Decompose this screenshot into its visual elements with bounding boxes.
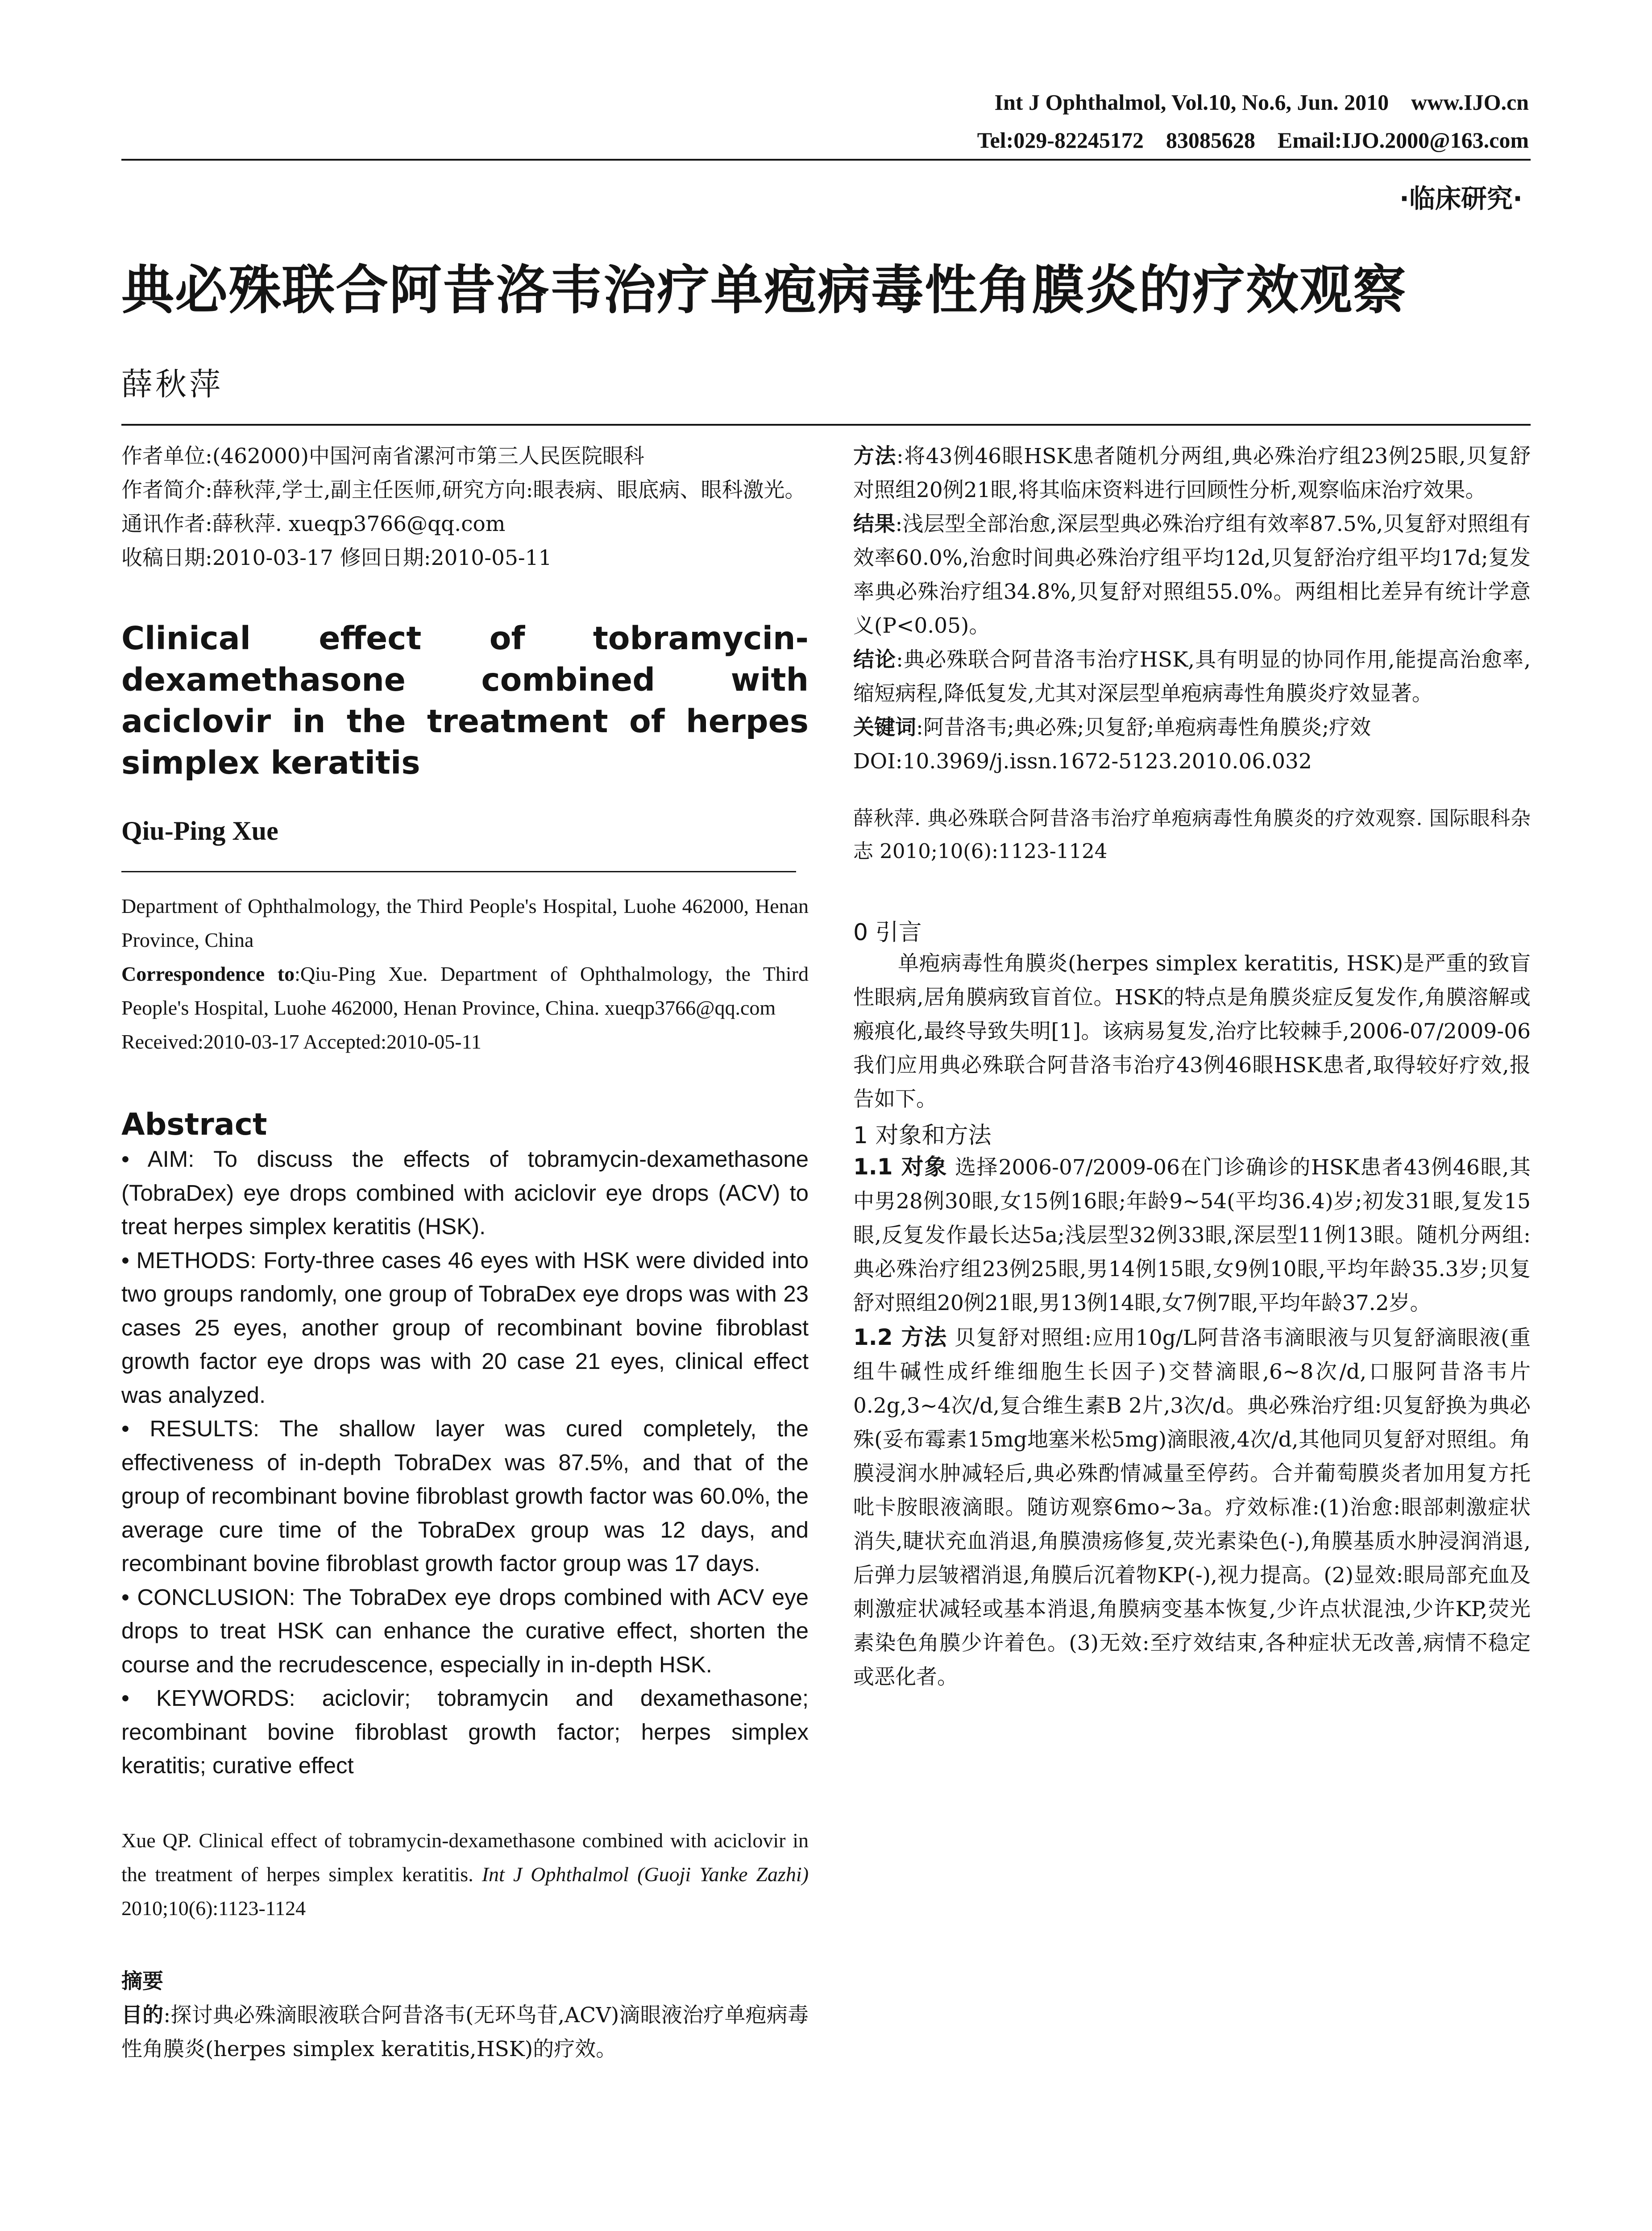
abstract-heading: Abstract: [121, 1107, 267, 1142]
aim-text: :探讨典必殊滴眼液联合阿昔洛韦(无环鸟苷,ACV)滴眼液治疗单疱病毒性角膜炎(herpes simplex keratitis,HSK)的疗效。: [121, 2003, 809, 2061]
methods-text: :将43例46眼HSK患者随机分两组,典必殊治疗组23例25眼,贝复舒对照组20例21眼,将其临床资料进行回顾性分析,观察临床治疗效果。: [853, 444, 1531, 502]
left-column: [121, 440, 809, 2066]
citation-text: Xue QP. Clinical effect of tobramycin-dexamethasone combined with aciclovir in the treatment of herpes simplex keratitis.: [121, 1829, 809, 1886]
intro-heading: 0 引言: [853, 919, 922, 946]
results-text: :浅层型全部治愈,深层型典必殊治疗组有效率87.5%,贝复舒对照组有效率60.0%,治愈时间典必殊治疗组平均12d,贝复舒治疗组平均17d;复发率典必殊治疗组34.8%,贝复舒对照组55.0%。两组相比差异有统计学意义(P<0.05)。: [853, 512, 1531, 638]
conclusion-label: 结论: [853, 647, 897, 672]
chinese-abstract-results: [853, 507, 1531, 643]
abstract-methods: • METHODS: Forty-three cases 46 eyes with HSK were divided into two groups randomly, one group of TobraDex eye drops was with 23 cases 25 eyes, another group of recombinant bovine fibroblast growth factor eye drops was with 20 case 21 eyes, clinical effect was analyzed.: [121, 1247, 809, 1408]
results-label: 结果: [853, 512, 896, 536]
english-citation: [121, 1824, 809, 1925]
header-rule: [121, 159, 1531, 161]
citation-journal: Int J Ophthalmol (Guoji Yanke Zazhi): [481, 1862, 809, 1886]
dates-cn: 收稿日期:2010-03-17 修回日期:2010-05-11: [121, 546, 552, 570]
aim-label: 目的: [121, 2003, 164, 2028]
abstract-results: • RESULTS: The shallow layer was cured completely, the effectiveness of in-depth TobraDex was 87.5%, and that of the group of recombinant bovine fibroblast growth factor was 60.0%, the average cure time of the TobraDex group was 12 days, and recombinant bovine fibroblast growth factor group was 17 days.: [121, 1416, 809, 1576]
chinese-abstract-methods: [853, 440, 1531, 507]
doi: DOI:10.3969/j.issn.1672-5123.2010.06.032: [853, 749, 1312, 774]
affiliation-department: Department of Ophthalmology, the Third People's Hospital, Luohe 462000, Henan Province, China: [121, 895, 809, 951]
english-author: Qiu-Ping Xue: [121, 816, 278, 846]
chinese-title: 典必殊联合阿昔洛韦治疗单疱病毒性角膜炎的疗效观察: [121, 259, 1407, 321]
journal-contact: Tel:029-82245172 83085628 Email:IJO.2000@163.com: [977, 128, 1529, 153]
author-affiliation-cn: 作者单位:(462000)中国河南省漯河市第三人民医院眼科: [121, 444, 644, 469]
methods-sub-label: 1.2 方法: [853, 1324, 947, 1350]
section-tag: ·临床研究·: [1399, 183, 1523, 214]
chinese-abstract-conclusion: [853, 643, 1531, 711]
right-column: [853, 440, 1531, 1694]
intro-text: 单疱病毒性角膜炎(herpes simplex keratitis, HSK)是严重的致盲性眼病,居角膜病致盲首位。HSK的特点是角膜炎症反复发作,角膜溶解或瘢痕化,最终导致失明[1]。该病易复发,治疗比较棘手,2006-07/2009-06我们应用典必殊联合阿昔洛韦治疗43例46眼HSK患者,取得较好疗效,报告如下。: [853, 951, 1531, 1111]
title-rule: [121, 424, 1531, 426]
abstract-body: [121, 1142, 809, 1783]
chinese-author: 薛秋萍: [121, 366, 223, 402]
abstract-keywords: • KEYWORDS: aciclovir; tobramycin and dexamethasone; recombinant bovine fibroblast growth factor; herpes simplex keratitis; curative effect: [121, 1685, 809, 1778]
keywords-text: :阿昔洛韦;典必殊;贝复舒;单疱病毒性角膜炎;疗效: [916, 715, 1371, 740]
keywords-label: 关键词: [853, 715, 916, 740]
methods-paragraph: [853, 1320, 1531, 1694]
chinese-meta: [121, 440, 809, 575]
journal-header: Int J Ophthalmol, Vol.10, No.6, Jun. 2010 www.IJO.cn: [994, 90, 1529, 115]
subjects-text: 选择2006-07/2009-06在门诊确诊的HSK患者43例46眼,其中男28例30眼,女15例16眼;年龄9~54(平均36.4)岁;初发31眼,复发15眼,反复发作最长达5a;浅层型32例33眼,深层型11例13眼。随机分两组:典必殊治疗组23例25眼,男14例15眼,女9例10眼,平均年龄35.3岁;贝复舒对照组20例21眼,男13例14眼,女7例7眼,平均年龄37.2岁。: [853, 1155, 1531, 1315]
chinese-abstract-heading: 摘要: [121, 1969, 163, 1994]
chinese-citation: 薛秋萍. 典必殊联合阿昔洛韦治疗单疱病毒性角膜炎的疗效观察. 国际眼科杂志 2010;10(6):1123-1124: [853, 806, 1531, 863]
methods-heading: 1 对象和方法: [853, 1122, 992, 1149]
english-title: Clinical effect of tobramycin-dexamethasone combined with aciclovir in the treatment of herpes simplex keratitis: [121, 620, 809, 781]
subjects-label: 1.1 对象: [853, 1154, 948, 1180]
conclusion-text: :典必殊联合阿昔洛韦治疗HSK,具有明显的协同作用,能提高治愈率,缩短病程,降低复发,尤其对深层型单疱病毒性角膜炎疗效显著。: [853, 647, 1531, 706]
received-accepted: Received:2010-03-17 Accepted:2010-05-11: [121, 1030, 481, 1053]
affiliation-block: [121, 889, 809, 1059]
citation-volume: 2010;10(6):1123-1124: [121, 1896, 306, 1920]
subjects-paragraph: [853, 1150, 1531, 1320]
corresponding-author-cn: 通讯作者:薛秋萍. xueqp3766@qq.com: [121, 512, 506, 536]
chinese-abstract-keywords: [853, 711, 1531, 745]
author-bio-cn: 作者简介:薛秋萍,学士,副主任医师,研究方向:眼表病、眼底病、眼科激光。: [121, 478, 806, 502]
author-rule: [121, 871, 796, 872]
correspondence-label: Correspondence to: [121, 962, 295, 985]
abstract-aim: • AIM: To discuss the effects of tobramycin-dexamethasone (TobraDex) eye drops combined with aciclovir eye drops (ACV) to treat herpes simplex keratitis (HSK).: [121, 1146, 809, 1239]
abstract-conclusion: • CONCLUSION: The TobraDex eye drops combined with ACV eye drops to treat HSK can enhance the curative effect, shorten the course and the recrudescence, especially in in-depth HSK.: [121, 1584, 809, 1677]
methods-label: 方法: [853, 444, 897, 469]
methods-sub-text: 贝复舒对照组:应用10g/L阿昔洛韦滴眼液与贝复舒滴眼液(重组牛碱性成纤维细胞生长因子)交替滴眼,6~8次/d,口服阿昔洛韦片0.2g,3~4次/d,复合维生素B 2片,3次/d。典必殊治疗组:贝复舒换为典必殊(妥布霉素15mg地塞米松5mg)滴眼液,4次/d,其他同贝复舒对照组。角膜浸润水肿减轻后,典必殊酌情减量至停药。合并葡萄膜炎者加用复方托吡卡胺眼液滴眼。随访观察6mo~3a。疗效标准:(1)治愈:眼部刺激症状消失,睫状充血消退,角膜溃疡修复,荧光素染色(-),角膜基质水肿浸润消退,后弹力层皱褶消退,角膜后沉着物KP(-),视力提高。(2)显效:眼局部充血及刺激症状减轻或基本消退,角膜病变基本恢复,少许点状混浊,少许KP,荧光素染色角膜少许着色。(3)无效:至疗效结束,各种症状无改善,病情不稳定或恶化者。: [853, 1326, 1531, 1689]
correspondence-text: :Qiu-Ping Xue. Department of Ophthalmology, the Third People's Hospital, Luohe 462000, Henan Province, China. xueqp3766@qq.com: [121, 962, 809, 1019]
correspondence: [121, 957, 809, 1025]
chinese-abstract-aim: [121, 1999, 809, 2066]
